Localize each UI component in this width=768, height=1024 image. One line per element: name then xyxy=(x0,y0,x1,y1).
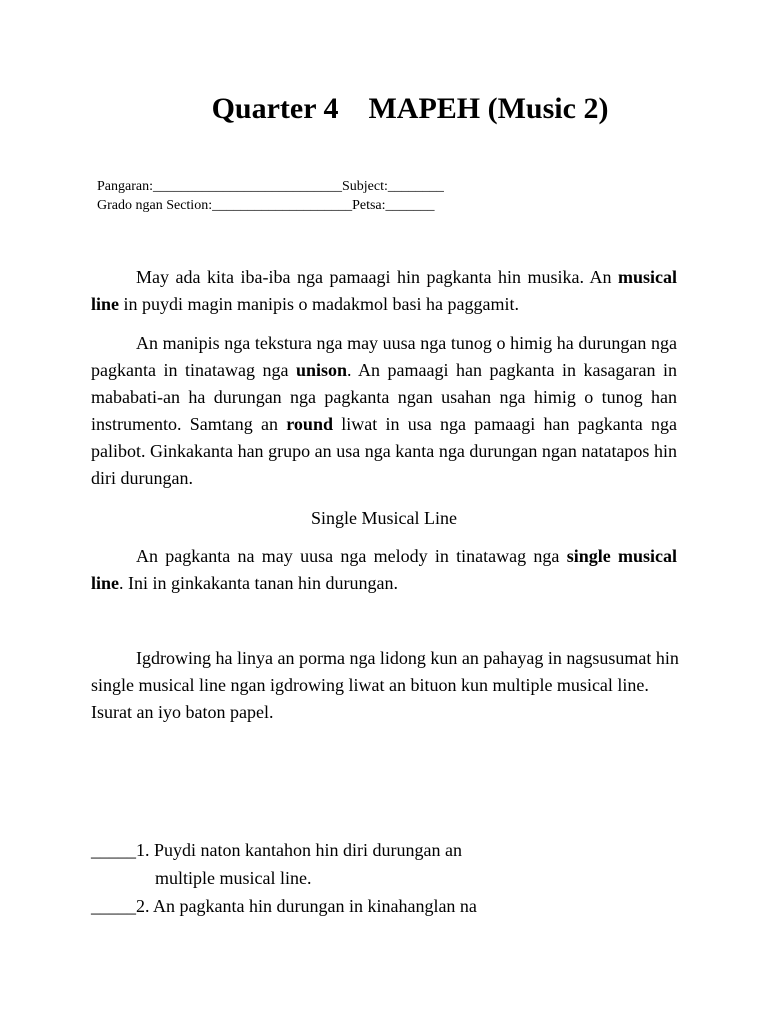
subject-blank[interactable]: ________ xyxy=(387,179,444,194)
item-number: 1. xyxy=(136,840,150,860)
question-list xyxy=(91,836,477,920)
term-round: round xyxy=(286,414,333,434)
term-single-musical-line: single musical line xyxy=(91,546,677,593)
item-text-continued: multiple musical line. xyxy=(155,868,312,888)
term-musical-line: musical line xyxy=(91,267,677,314)
answer-blank[interactable]: _____ xyxy=(91,896,136,916)
item-text: Puydi naton kantahon hin diri durungan an xyxy=(149,840,462,860)
date-blank[interactable]: _______ xyxy=(385,198,435,213)
page-title: Quarter 4 MAPEH (Music 2) xyxy=(211,92,609,125)
paragraph-text: . An pamaagi han pagkanta in kasagaran in mababati-an ha durungan nga pagkanta ngan usahan nga himig o tunog han instrumento. Samtang an xyxy=(91,360,677,434)
instructions-paragraph: Igdrowing ha linya an porma nga lidong kun an pahayag in nagsusumat hin single musical line ngan igdrowing liwat an bituon kun multiple musical line. Isurat an iyo baton papel. xyxy=(91,648,679,722)
paragraph-text: liwat in usa nga pamaagi han pagkanta nga palibot. Ginkakanta han grupo an usa nga kanta nga durungan ngan natatapos hin diri durungan. xyxy=(91,414,677,488)
term-unison: unison xyxy=(295,360,348,380)
answer-blank[interactable]: _____ xyxy=(91,840,136,860)
form-row-grade-date xyxy=(97,196,444,215)
list-item xyxy=(91,836,477,892)
item-text: An pagkanta hin durungan in kinahanglan na xyxy=(149,896,477,916)
paragraph-texture xyxy=(91,330,677,492)
student-info-form xyxy=(97,177,444,215)
item-number: 2. xyxy=(136,896,150,916)
form-row-name-subject xyxy=(97,177,444,196)
paragraph-intro xyxy=(91,264,677,318)
paragraph-text: An manipis nga tekstura nga may uusa nga tunog o himig ha durungan nga pagkanta in tinatawag nga xyxy=(91,333,677,380)
paragraph-single-line xyxy=(91,543,677,597)
paragraph-text: in puydi magin manipis o madakmol basi ha paggamit. xyxy=(119,294,519,314)
paragraph-text: An pagkanta na may uusa nga melody in tinatawag nga xyxy=(136,546,567,566)
section-heading: Single Musical Line xyxy=(311,508,457,528)
name-label: Pangaran: xyxy=(97,179,153,194)
paragraph-text: May ada kita iba-iba nga pamaagi hin pagkanta hin musika. An xyxy=(136,267,618,287)
paragraph-text: . Ini in ginkakanta tanan hin durungan. xyxy=(119,573,398,593)
grade-section-blank[interactable]: ____________________ xyxy=(212,198,353,213)
subject-label: Subject: xyxy=(341,179,388,194)
name-blank[interactable]: ___________________________ xyxy=(152,179,342,194)
list-item xyxy=(91,892,477,920)
grade-section-label: Grado ngan Section: xyxy=(97,198,213,213)
date-label: Petsa: xyxy=(352,198,386,213)
